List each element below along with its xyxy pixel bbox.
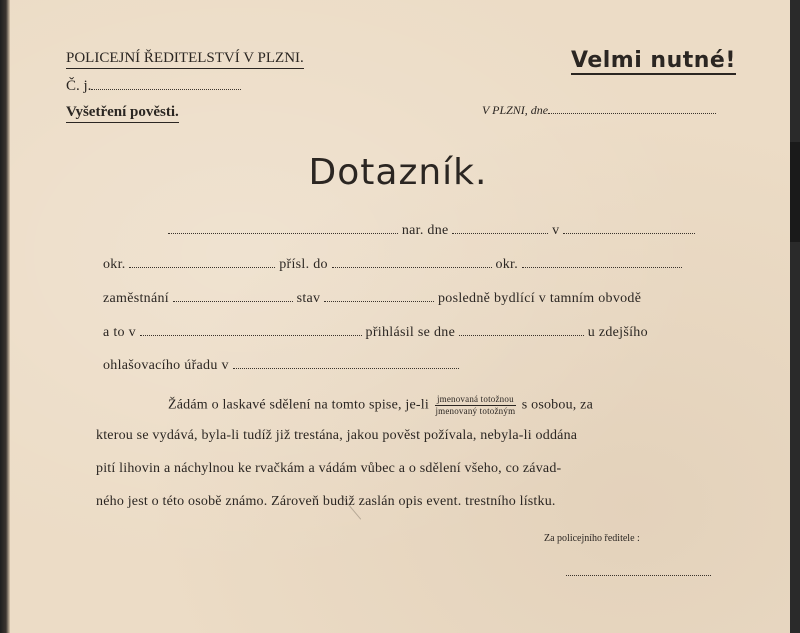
domicile-label: přísl. do — [279, 257, 328, 272]
name-blank[interactable] — [168, 223, 398, 234]
registered-label: přihlásil se dne — [365, 325, 456, 340]
subject-header: Vyšetření pověsti. — [66, 104, 179, 123]
signature-label: Za policejního ředitele : — [544, 533, 640, 544]
district2-blank[interactable] — [522, 257, 682, 268]
fraction-top: jmenovaná totožnou — [436, 394, 514, 404]
place-date-label: V PLZNI, dne — [482, 103, 549, 117]
row-registration — [103, 325, 648, 341]
status-blank[interactable] — [324, 291, 434, 302]
domicile-blank[interactable] — [332, 257, 492, 268]
page-tab-edge — [790, 142, 800, 242]
occupation-label: zaměstnání — [103, 291, 169, 306]
row-name-birth — [168, 223, 695, 239]
signature-blank[interactable] — [566, 575, 711, 576]
binding-edge — [0, 0, 10, 633]
request-text-1-end: s osobou, za — [521, 397, 594, 413]
faint-pencil-mark — [341, 470, 392, 519]
date-blank[interactable] — [548, 103, 716, 114]
district-label: okr. — [103, 257, 126, 272]
birth-place-blank[interactable] — [563, 223, 695, 234]
reference-label: Č. j. — [66, 78, 92, 94]
registered-date-blank[interactable] — [459, 325, 584, 336]
questionnaire-form — [6, 0, 790, 633]
row-district — [103, 257, 682, 273]
place-date-field — [482, 103, 716, 118]
authority-header: POLICEJNÍ ŘEDITELSTVÍ V PLZNI. — [66, 50, 304, 69]
reference-number-field — [66, 78, 241, 95]
request-text-1: Žádám o laskavé sdělení na tomto spise, je-li — [168, 397, 429, 413]
fraction-bottom: jmenovaný totožným — [435, 406, 516, 416]
birth-date-label: nar. dne — [401, 223, 449, 238]
document-title: Dotazník. — [308, 152, 488, 193]
birth-place-label: v — [552, 223, 560, 238]
row-registry-office — [103, 358, 459, 374]
last-residence-label: posledně bydlící v tamním obvodě — [438, 291, 642, 306]
identity-fraction — [435, 394, 516, 417]
district2-label: okr. — [495, 257, 519, 272]
request-line-4: ného jest o této osobě známo. Zároveň budiž zaslán opis event. trestního lístku. — [96, 494, 556, 509]
row-occupation — [103, 291, 641, 307]
reference-blank[interactable] — [91, 79, 241, 90]
request-line-3: pití lihovin a náchylnou ke rvačkám a vádám vůbec a o sdělení všeho, co závad- — [96, 461, 562, 476]
request-line-1 — [96, 394, 716, 417]
request-line-2: kterou se vydává, byla-li tudíž již trestána, jakou pověst požívala, nebyla-li oddána — [96, 428, 578, 443]
registry-office-label: ohlašovacího úřadu v — [103, 358, 229, 373]
urgent-stamp: Velmi nutné! — [571, 48, 736, 73]
occupation-blank[interactable] — [173, 291, 293, 302]
residence-place-blank[interactable] — [140, 325, 362, 336]
registry-office-blank[interactable] — [233, 358, 459, 369]
status-label: stav — [296, 291, 321, 306]
local-office-label: u zdejšího — [587, 325, 648, 340]
district-blank[interactable] — [129, 257, 275, 268]
residence-place-label: a to v — [103, 325, 136, 340]
birth-date-blank[interactable] — [452, 223, 548, 234]
